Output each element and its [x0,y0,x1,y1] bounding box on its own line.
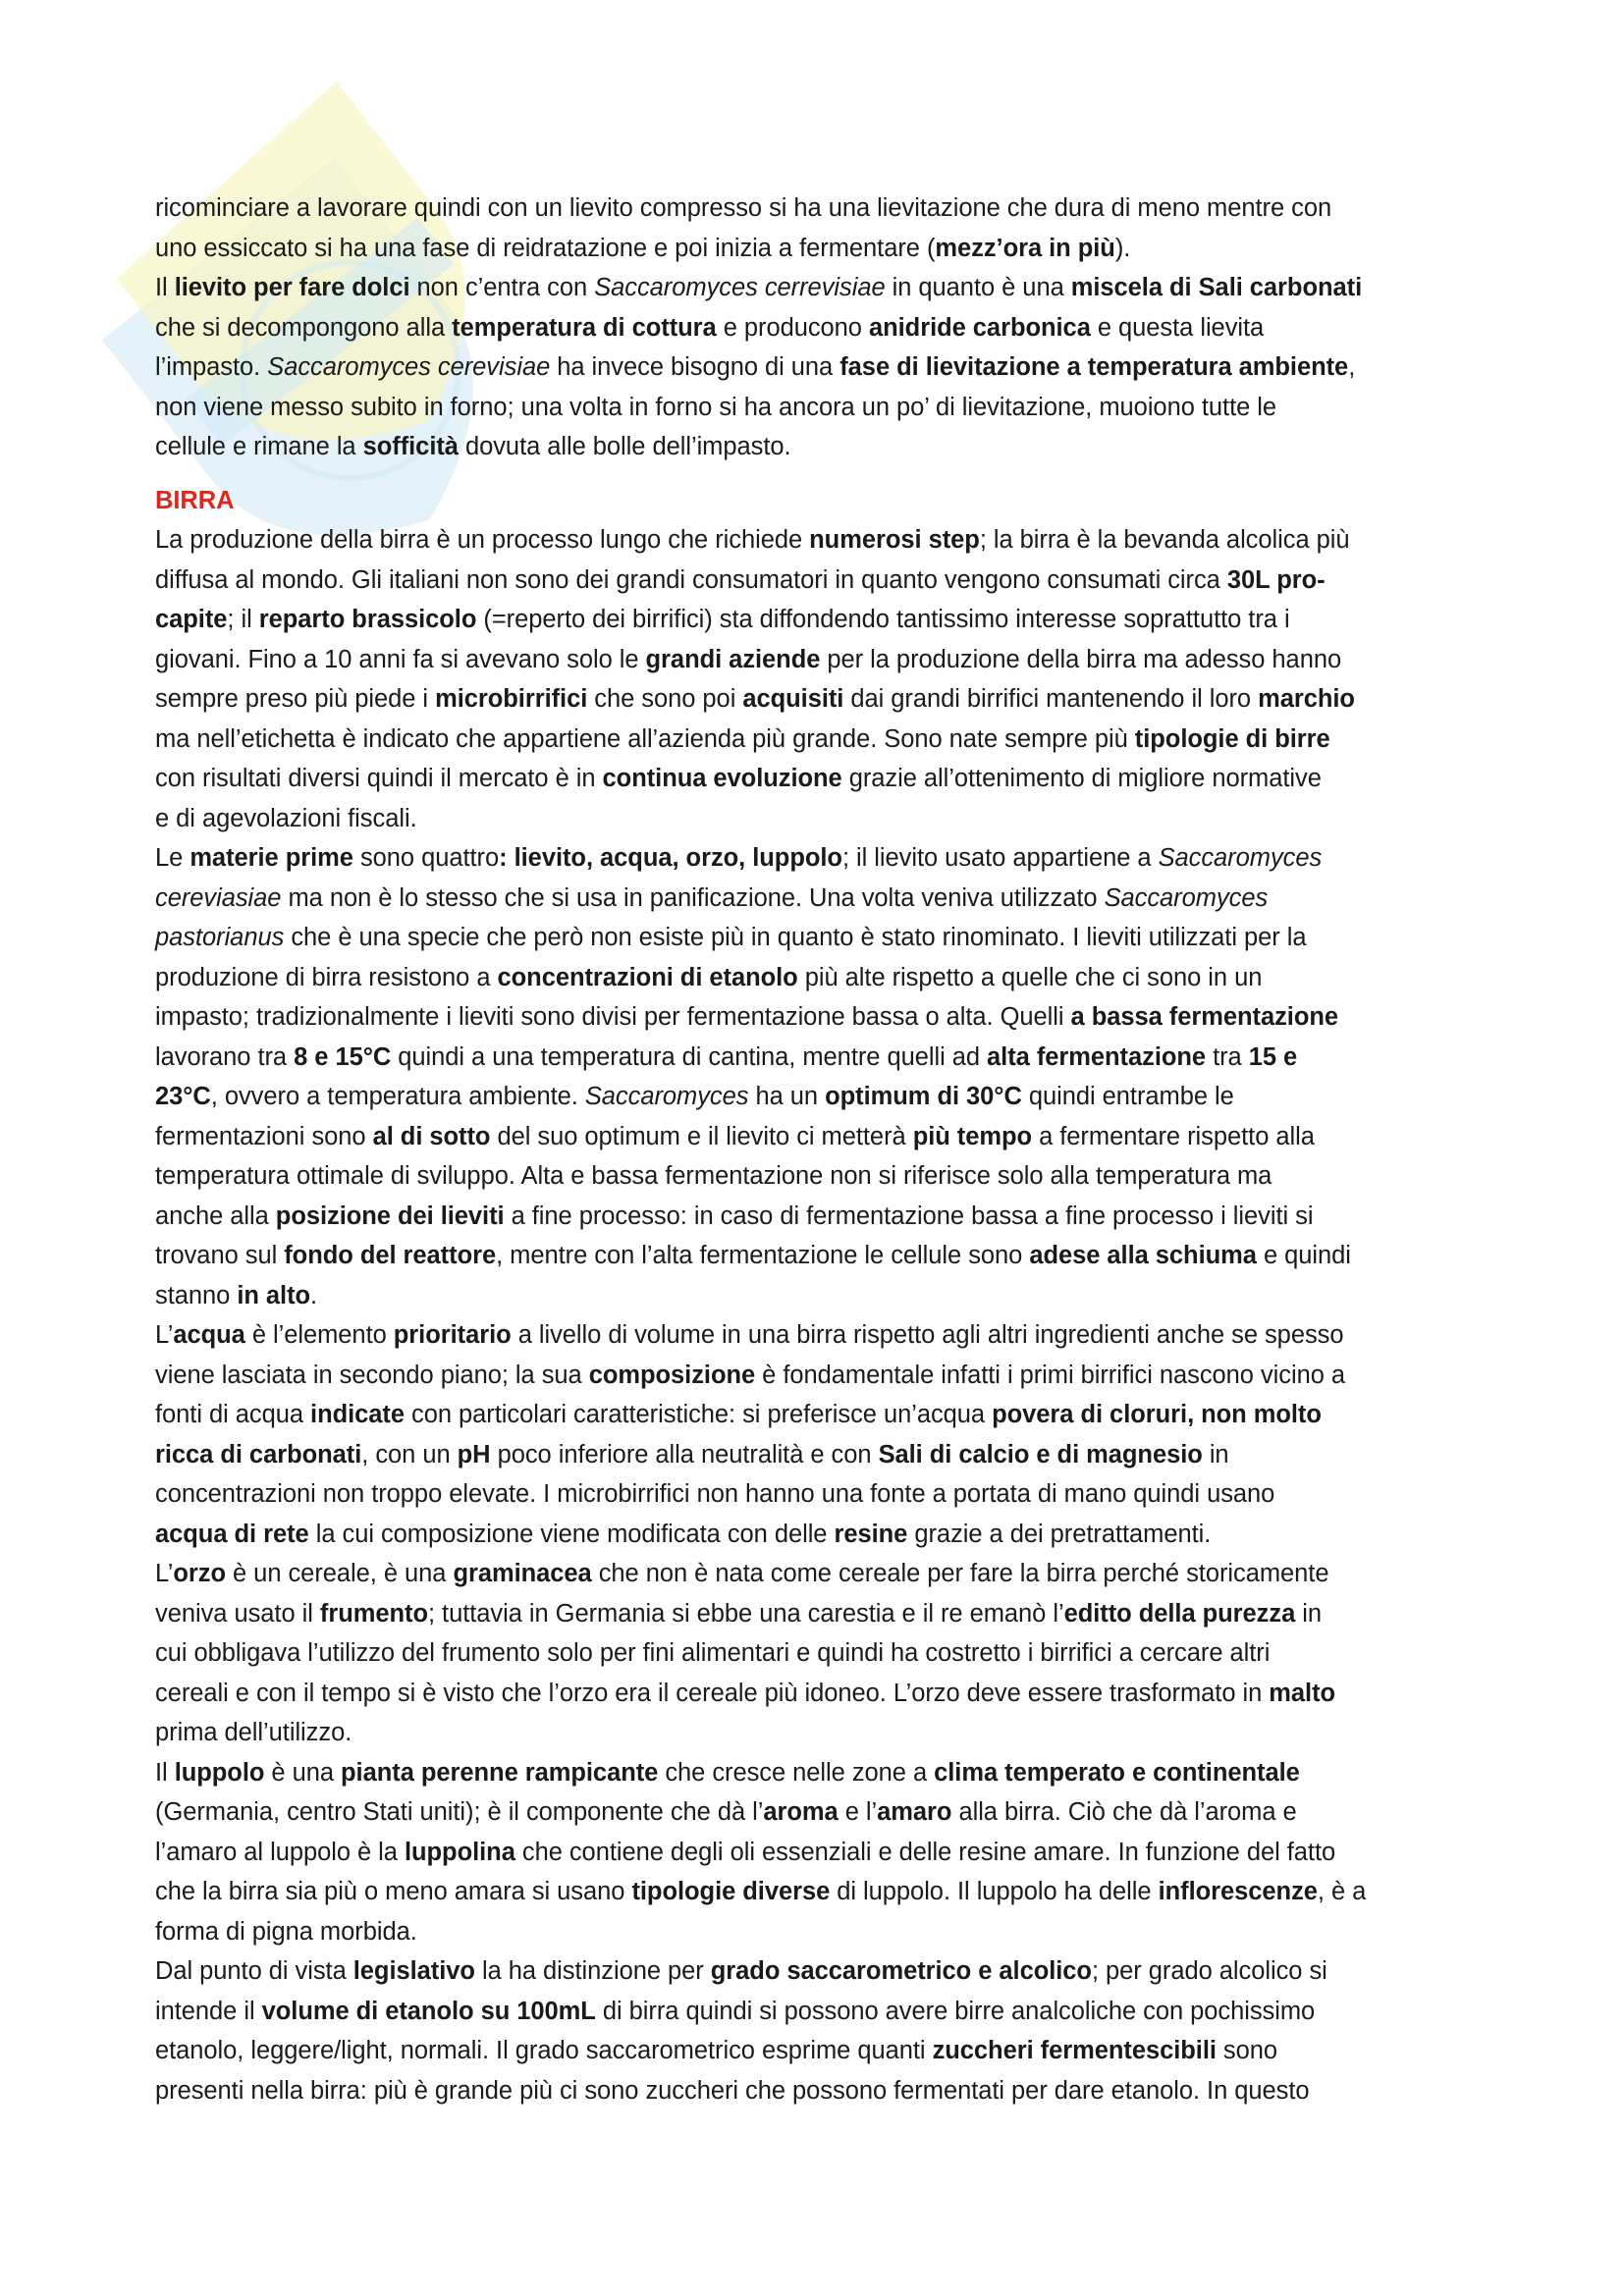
text-run: , mentre con l’alta fermentazione le cellule sono [496,1242,1030,1269]
text-line [155,308,1479,348]
text-run: Le [155,844,190,872]
text-run: quindi entrambe le [1021,1083,1234,1110]
text-run: graminacea [453,1560,592,1587]
text-run: microbirrifici [435,685,588,713]
text-run: è una [264,1758,342,1787]
text-run: 8 e 15°C [294,1042,392,1071]
text-run: sempre preso più piede i [155,685,436,713]
text-run: Saccaromyces [1158,844,1323,872]
text-run: forma di pigna morbida. [155,1917,417,1946]
text-run: è fondamentale infatti i primi birrifici nascono vicino a [755,1361,1346,1389]
text-run: ; tuttavia in Germania si ebbe una carestia e il re emanò l’ [427,1599,1064,1628]
text-line [155,188,1479,229]
text-run: presenti nella birra: più è grande più ci sono zuccheri che possono fermentati per dare etanolo. In questo [155,2076,1310,2105]
text-run: , con un [361,1440,458,1468]
text-run: optimum di 30°C [825,1083,1022,1110]
text-run: ricominciare a lavorare quindi con un lievito compresso si ha una lievitazione che dura di meno mentre con [155,194,1332,222]
text-line [155,427,1479,467]
text-line [155,640,1479,680]
text-run: fondo del reattore [284,1242,497,1269]
text-run: che cresce nelle zone a [658,1758,935,1787]
text-run: ha un [748,1083,826,1110]
text-run: ; la birra è la bevanda alcolica più [979,526,1350,554]
text-run: che non è nata come cereale per fare la birra perché storicamente [591,1560,1329,1587]
text-run: non viene messo subito in forno; una volta in forno si ha ancora un po’ di lievitazione, muoiono tutte le [155,393,1277,421]
text-run: Saccaromyces cerevisiae [267,353,551,381]
text-run: numerosi step [809,526,980,554]
text-run: a fermentare rispetto alla [1032,1122,1315,1150]
text-run: , [1348,353,1356,381]
text-run: e producono [716,313,869,342]
text-run: poco inferiore alla neutralità e con [490,1440,879,1468]
text-run: volume di etanolo su 100mL [261,1997,596,2025]
text-line [155,1117,1479,1157]
text-run: pastorianus [155,924,285,951]
text-run: la cui composizione viene modificata con delle [308,1520,835,1548]
text-run: grazie a dei pretrattamenti. [907,1520,1212,1548]
text-run: a fine processo: in caso di fermentazione bassa a fine processo i lieviti si [504,1201,1314,1230]
text-run: reparto brassicolo [258,606,477,633]
text-run: Dal punto di vista [155,1957,353,1985]
text-run: Saccaromyces cerrevisiae [594,274,886,301]
text-line [155,1395,1479,1435]
text-run: temperatura ottimale di sviluppo. Alta e bassa fermentazione non si riferisce solo alla temperatura ma [155,1162,1272,1190]
text-run: di birra quindi si possono avere birre analcoliche con pochissimo [595,1997,1316,2025]
text-run: fonti di acqua [155,1401,311,1428]
text-run: frumento [319,1599,428,1628]
text-run: continua evoluzione [602,765,842,792]
text-run: indicate [310,1401,405,1428]
text-run: a livello di volume in una birra rispetto agli altri ingredienti anche se spesso [511,1321,1344,1349]
text-run: in [1295,1599,1322,1628]
text-run: per la produzione della birra ma adesso hanno [820,645,1342,673]
text-run: cereali e con il tempo si è visto che l’orzo era il cereale più idoneo. L’orzo deve essere trasformato in [155,1679,1270,1707]
text-line [155,1833,1479,1873]
text-line [155,759,1479,799]
text-run: a bassa fermentazione [1070,1003,1339,1031]
text-run: lavorano tra [155,1042,295,1071]
text-line [155,1197,1479,1237]
text-line [155,1038,1479,1078]
text-run: in quanto è una [885,274,1071,301]
text-line [155,1992,1479,2032]
text-line [155,2071,1479,2111]
text-line [155,1792,1479,1833]
text-line [155,1156,1479,1197]
text-run: la ha distinzione per [474,1957,711,1985]
text-run: che la birra sia più o meno amara si usano [155,1878,632,1905]
text-run: impasto; tradizionalmente i lieviti sono divisi per fermentazione bassa o alta. Quelli [155,1003,1071,1031]
text-run: stanno [155,1281,238,1309]
text-line [155,347,1479,388]
text-run: 23°C [155,1083,211,1110]
text-run: del suo optimum e il lievito ci metterà [490,1122,913,1150]
text-line [155,2031,1479,2071]
text-line [155,1077,1479,1117]
text-run: adese alla schiuma [1029,1242,1257,1269]
text-run: dovuta alle bolle dell’impasto. [458,433,791,460]
text-run: uno essiccato si ha una fase di reidratazione e poi inizia a fermentare ( [155,234,936,262]
text-line [155,1236,1479,1276]
text-run: che sono poi [587,685,743,713]
text-run: prima dell’utilizzo. [155,1719,352,1746]
text-run: Saccaromyces [1104,883,1269,912]
text-run: povera di cloruri, non molto [992,1401,1322,1428]
text-run: anche alla [155,1201,276,1230]
document-page [155,188,1479,2110]
text-run: che si decompongono alla [155,313,453,342]
text-line [155,229,1479,269]
text-line [155,1276,1479,1316]
section-heading: BIRRA [155,486,235,514]
text-run: pianta perenne rampicante [341,1758,659,1787]
text-run: dai grandi birrifici mantenendo il loro [843,685,1259,713]
text-run: pH [457,1440,491,1468]
text-run: Il [155,274,175,301]
text-run: fermentazioni sono [155,1122,373,1150]
text-run: più tempo [912,1122,1033,1150]
text-run: luppolo [174,1758,265,1787]
text-run: produzione di birra resistono a [155,963,498,991]
text-line [155,1356,1479,1396]
intro-paragraph [155,188,1479,467]
text-run: ma non è lo stesso che si usa in panificazione. Una volta veniva utilizzato [281,883,1105,912]
text-run: zuccheri fermentescibili [932,2037,1217,2064]
text-run: e di agevolazioni fiscali. [155,804,417,832]
text-run: tipologie diverse [631,1878,831,1905]
text-run: alta fermentazione [987,1042,1207,1071]
text-run: malto [1269,1679,1336,1707]
text-run: anidride carbonica [868,313,1091,342]
text-run: ; per grado alcolico si [1091,1957,1327,1985]
text-run: amaro [877,1798,952,1826]
text-line [155,520,1479,561]
text-run: con particolari caratteristiche: si preferisce un’acqua [405,1401,993,1428]
text-line [155,720,1479,760]
text-run: grazie all’ottenimento di migliore normative [841,765,1322,792]
text-line [155,1315,1479,1356]
text-run: giovani. Fino a 10 anni fa si avevano solo le [155,645,646,673]
text-run: composizione [588,1361,756,1389]
text-run: editto della purezza [1063,1599,1296,1628]
text-run: e quindi [1256,1242,1351,1269]
text-run: fase di lievitazione a temperatura ambiente [839,353,1349,381]
text-run: marchio [1258,685,1355,713]
text-run: trovano sul [155,1242,285,1269]
text-run: grado saccarometrico e alcolico [710,1957,1092,1985]
text-run: ). [1114,234,1131,262]
text-run: che contiene degli oli essenziali e delle resine amare. In funzione del fatto [514,1838,1336,1866]
text-run: sono quattro [352,844,500,872]
text-run: Il [155,1758,175,1787]
text-run: che è una specie che però non esiste più in quanto è stato rinominato. I lieviti utilizzati per la [284,924,1307,951]
text-run: l’impasto. [155,353,268,381]
text-run: capite [155,606,228,633]
text-run: Saccaromyces [584,1083,749,1110]
text-line [155,388,1479,428]
text-line [155,1435,1479,1475]
text-run: in [1202,1440,1229,1468]
text-line [155,1633,1479,1674]
text-run: ma nell’etichetta è indicato che appartiene all’azienda più grande. Sono nate sempre più [155,724,1135,753]
text-run: lievito per fare dolci [174,274,410,301]
beer-section-body [155,520,1479,2110]
text-run: materie prime [189,844,353,872]
text-run: , è a [1317,1878,1367,1905]
text-run: : lievito, acqua, orzo, luppolo [499,844,842,872]
text-run: ha invece bisogno di una [550,353,840,381]
text-run: diffusa al mondo. Gli italiani non sono dei grandi consumatori in quanto vengono consumati circa [155,565,1227,594]
text-run: , ovvero a temperatura ambiente. [210,1083,585,1110]
text-line [155,268,1479,308]
text-run: inflorescenze [1158,1878,1318,1905]
text-run: quindi a una temperatura di cantina, mentre quelli ad [391,1042,988,1071]
text-run: ; il [227,606,259,633]
text-run: aroma [763,1798,839,1826]
text-run: temperatura di cottura [452,313,717,342]
text-line [155,561,1479,601]
text-run: L’ [155,1560,174,1587]
text-line [155,997,1479,1038]
text-line [155,1674,1479,1714]
text-run: resine [834,1520,908,1548]
text-run: etanolo, leggere/light, normali. Il grado saccarometrico esprime quanti [155,2037,933,2064]
text-run: Sali di calcio e di magnesio [878,1440,1203,1468]
text-run: tra [1206,1042,1249,1071]
text-line [155,838,1479,879]
text-run: ; il lievito usato appartiene a [841,844,1159,872]
text-run: prioritario [393,1321,512,1349]
text-run: veniva usato il [155,1599,320,1628]
text-run: legislativo [352,1957,475,1985]
text-line [155,799,1479,839]
text-run: al di sotto [372,1122,491,1150]
text-run: concentrazioni non troppo elevate. I microbirrifici non hanno una fonte a portata di mano quindi usano [155,1480,1275,1508]
text-line [155,600,1479,640]
text-line [155,1951,1479,1992]
text-run: grandi aziende [645,645,821,673]
text-run: ricca di carbonati [155,1440,362,1468]
text-run: concentrazioni di etanolo [497,963,798,991]
text-line [155,958,1479,998]
text-run: è un cereale, è una [225,1560,454,1587]
text-run: mezz’ora in più [935,234,1115,262]
text-run: cereviasiae [155,883,282,912]
text-run: l’amaro al luppolo è la [155,1838,405,1866]
text-run: e l’ [838,1798,878,1826]
text-run: più alte rispetto a quelle che ci sono in un [797,963,1263,991]
text-run: intende il [155,1997,262,2025]
text-run: (=reperto dei birrifici) sta diffondendo tantissimo interesse soprattutto tra i [476,606,1290,633]
text-run: miscela di Sali carbonati [1070,274,1363,301]
text-run: con risultati diversi quindi il mercato è in [155,765,603,792]
text-run: . [310,1281,318,1309]
text-run: cui obbligava l’utilizzo del frumento solo per fini alimentari e quindi ha costretto i birrifici a cercare altri [155,1639,1271,1667]
text-run: acqua di rete [155,1520,309,1548]
text-run: viene lasciata in secondo piano; la sua [155,1361,589,1389]
text-run: clima temperato e continentale [934,1758,1300,1787]
text-line [155,1515,1479,1555]
text-run: acquisiti [742,685,844,713]
text-line [155,1554,1479,1594]
text-run: è l’elemento [244,1321,394,1349]
text-run: L’ [155,1321,174,1349]
text-run: cellule e rimane la [155,433,363,460]
text-line [155,1594,1479,1634]
text-run: 15 e [1248,1042,1298,1071]
text-line [155,879,1479,919]
text-run: alla birra. Ciò che dà l’aroma e [951,1798,1297,1826]
text-run: 30L pro- [1226,565,1326,594]
text-line [155,1912,1479,1952]
text-run: sofficità [362,433,459,460]
text-run: non c’entra con [409,274,595,301]
text-line [155,1753,1479,1793]
text-run: (Germania, centro Stati uniti); è il componente che dà l’ [155,1798,764,1826]
text-run: orzo [173,1560,226,1587]
text-run: tipologie di birre [1134,724,1330,753]
text-run: acqua [173,1321,245,1349]
text-line [155,918,1479,958]
text-line [155,1713,1479,1753]
text-run: luppolina [404,1838,515,1866]
text-run: e questa lievita [1090,313,1265,342]
text-run: La produzione della birra è un processo lungo che richiede [155,526,810,554]
text-run: in alto [237,1281,311,1309]
text-line [155,679,1479,720]
text-run: posizione dei lieviti [275,1201,505,1230]
text-run: di luppolo. Il luppolo ha delle [830,1878,1159,1905]
text-line [155,1872,1479,1912]
text-line [155,1474,1479,1515]
text-run: sono [1216,2037,1278,2064]
